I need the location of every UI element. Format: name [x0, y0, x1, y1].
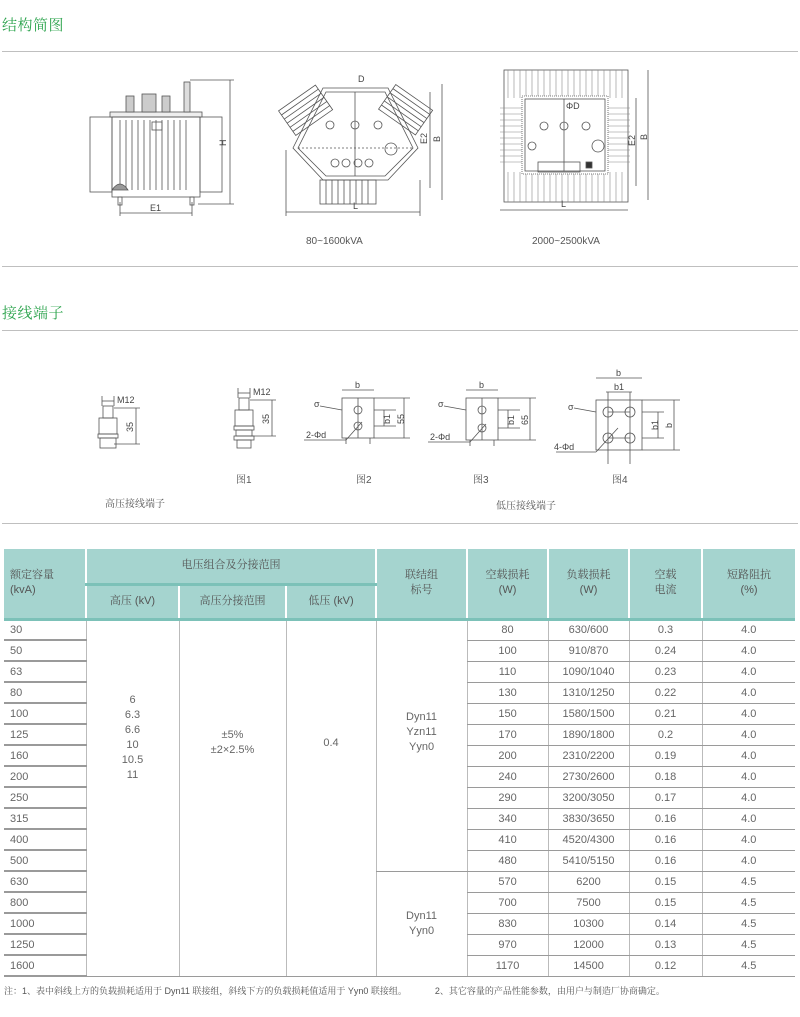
hv-value: 6.6 [124, 724, 141, 736]
cell-capacity: 630 [4, 871, 86, 892]
cell-no-load-current: 0.2 [629, 724, 702, 745]
cell-no-load-loss: 130 [467, 682, 548, 703]
cell-capacity: 63 [4, 661, 86, 682]
header-rated-capacity [4, 549, 86, 619]
header-text: 空载损耗 [485, 569, 530, 582]
section-title-structure: 结构简图 [2, 16, 65, 34]
label-sigma: σ [314, 399, 320, 409]
terminal-fig1-diagram [228, 384, 288, 474]
cell-vector-group [376, 619, 467, 871]
dim-label-b-side: b [664, 422, 674, 428]
header-text: 短路阻抗 [727, 569, 772, 582]
cell-hv-voltages [86, 619, 179, 976]
header-hv: 高压 (kV) [86, 584, 179, 619]
label-holes: 4-Φd [554, 442, 575, 452]
header-text: 标号 [410, 584, 433, 597]
header-text: 额定容量 [10, 569, 54, 582]
cell-load-loss: 2730/2600 [548, 766, 629, 787]
dim-label-l: L [353, 201, 359, 211]
cell-no-load-loss: 570 [467, 871, 548, 892]
header-text: 电流 [654, 584, 677, 597]
cell-no-load-loss: 830 [467, 913, 548, 934]
cell-impedance: 4.0 [702, 703, 795, 724]
header-text: 负载损耗 [566, 569, 611, 582]
hv-tap-value: ±2×2.5% [210, 744, 255, 756]
cell-impedance: 4.0 [702, 787, 795, 808]
cell-load-loss: 1090/1040 [548, 661, 629, 682]
cell-no-load-current: 0.16 [629, 850, 702, 871]
header-unit: (%) [740, 584, 758, 597]
cell-load-loss: 5410/5150 [548, 850, 629, 871]
cell-load-loss: 6200 [548, 871, 629, 892]
cell-capacity: 1600 [4, 955, 86, 976]
cell-load-loss: 10300 [548, 913, 629, 934]
cell-no-load-loss: 480 [467, 850, 548, 871]
cell-no-load-current: 0.18 [629, 766, 702, 787]
cell-impedance: 4.0 [702, 661, 795, 682]
header-voltage-group: 电压组合及分接范围 [86, 549, 376, 584]
cell-impedance: 4.0 [702, 766, 795, 787]
cell-capacity: 250 [4, 787, 86, 808]
label-sigma: σ [568, 402, 574, 412]
cell-no-load-current: 0.12 [629, 955, 702, 976]
cell-capacity: 800 [4, 892, 86, 913]
header-unit: (W) [579, 584, 598, 597]
hv-value: 6 [129, 694, 136, 706]
cell-no-load-loss: 240 [467, 766, 548, 787]
caption-80-1600kva: 80~1600kVA [306, 236, 363, 247]
header-no-load-current [629, 549, 702, 619]
dim-label-b1: b1 [614, 382, 625, 392]
cell-capacity: 315 [4, 808, 86, 829]
cell-no-load-loss: 410 [467, 829, 548, 850]
hv-tap-value: ±5% [221, 729, 244, 741]
cell-capacity: 1000 [4, 913, 86, 934]
caption-fig3: 图3 [473, 475, 489, 486]
section-divider [2, 266, 798, 267]
cell-no-load-current: 0.21 [629, 703, 702, 724]
cell-no-load-loss: 970 [467, 934, 548, 955]
vector-group-value: Yyn0 [408, 924, 435, 937]
cell-no-load-current: 0.13 [629, 934, 702, 955]
dim-label-h: H [218, 139, 228, 146]
dim-label-55: 55 [396, 413, 406, 424]
cell-no-load-current: 0.15 [629, 892, 702, 913]
cell-load-loss: 3830/3650 [548, 808, 629, 829]
cell-load-loss: 3200/3050 [548, 787, 629, 808]
cell-capacity: 400 [4, 829, 86, 850]
dim-label-b: b [616, 368, 622, 378]
vector-group-value: Dyn11 [406, 711, 438, 723]
cell-impedance: 4.5 [702, 871, 795, 892]
cell-load-loss: 12000 [548, 934, 629, 955]
cell-lv-voltage: 0.4 [286, 619, 376, 976]
header-lv: 低压 (kV) [286, 584, 376, 619]
cell-no-load-loss: 1170 [467, 955, 548, 976]
section-divider [2, 523, 798, 524]
header-hv-tap: 高压分接范围 [179, 584, 286, 619]
hv-value: 6.3 [124, 709, 141, 721]
label-holes: 2-Φd [306, 430, 327, 440]
cell-no-load-current: 0.19 [629, 745, 702, 766]
cell-load-loss: 1890/1800 [548, 724, 629, 745]
section-title-terminals: 接线端子 [2, 304, 65, 322]
dim-label-b1: b1 [506, 414, 516, 425]
cell-impedance: 4.5 [702, 913, 795, 934]
cell-no-load-current: 0.24 [629, 640, 702, 661]
cell-impedance: 4.0 [702, 640, 795, 661]
dim-label-phid: ΦD [566, 101, 580, 111]
cell-load-loss: 1310/1250 [548, 682, 629, 703]
vector-group-value: Dyn11 [406, 909, 438, 922]
cell-impedance: 4.0 [702, 682, 795, 703]
dim-label-e2: E2 [627, 134, 637, 146]
dim-label-e1: E1 [150, 203, 162, 213]
header-text: 空载 [654, 569, 677, 582]
dim-label-l: L [561, 199, 567, 209]
header-no-load-loss [467, 549, 548, 619]
cell-capacity: 500 [4, 850, 86, 871]
cell-load-loss: 7500 [548, 892, 629, 913]
hv-value: 10.5 [121, 754, 144, 766]
cell-hv-tap-range [179, 619, 286, 976]
cell-no-load-loss: 80 [467, 619, 548, 640]
cell-no-load-current: 0.17 [629, 787, 702, 808]
dim-label-b1: b1 [382, 413, 392, 424]
transformer-top-view-80-1600-diagram [278, 70, 448, 220]
cell-no-load-current: 0.16 [629, 829, 702, 850]
cell-load-loss: 630/600 [548, 619, 629, 640]
caption-lv-terminal: 低压接线端子 [496, 501, 556, 512]
note-2: 2、其它容量的产品性能参数，由用户与制造厂协商确定。 [434, 986, 665, 996]
cell-no-load-loss: 200 [467, 745, 548, 766]
dim-label-35: 35 [125, 421, 135, 432]
label-sigma: σ [438, 399, 444, 409]
cell-no-load-loss: 290 [467, 787, 548, 808]
cell-no-load-current: 0.15 [629, 871, 702, 892]
cell-impedance: 4.0 [702, 619, 795, 640]
table-notes [4, 984, 665, 997]
terminal-fig3-diagram [424, 380, 539, 460]
dim-label-m12: M12 [253, 387, 271, 397]
section-divider [2, 51, 798, 52]
cell-impedance: 4.5 [702, 934, 795, 955]
cell-no-load-loss: 100 [467, 640, 548, 661]
dim-label-65: 65 [520, 414, 530, 425]
cell-load-loss: 14500 [548, 955, 629, 976]
dim-label-b1-side: b1 [650, 419, 660, 430]
table-row [4, 619, 795, 640]
cell-impedance: 4.0 [702, 829, 795, 850]
cell-impedance: 4.0 [702, 745, 795, 766]
header-load-loss [548, 549, 629, 619]
cell-load-loss: 910/870 [548, 640, 629, 661]
transformer-top-view-2000-2500-diagram [498, 68, 658, 218]
section-divider [2, 330, 798, 331]
dim-label-b: b [479, 380, 485, 390]
cell-no-load-loss: 170 [467, 724, 548, 745]
header-vector-group [376, 549, 467, 619]
cell-no-load-current: 0.14 [629, 913, 702, 934]
cell-no-load-loss: 150 [467, 703, 548, 724]
cell-capacity: 100 [4, 703, 86, 724]
caption-fig2: 图2 [356, 475, 372, 486]
caption-hv-terminal: 高压接线端子 [105, 499, 165, 510]
spec-table [4, 549, 795, 977]
cell-capacity: 50 [4, 640, 86, 661]
cell-capacity: 80 [4, 682, 86, 703]
cell-impedance: 4.0 [702, 808, 795, 829]
header-unit: (W) [498, 584, 517, 597]
cell-vector-group [376, 871, 467, 976]
cell-impedance: 4.5 [702, 892, 795, 913]
cell-capacity: 1250 [4, 934, 86, 955]
caption-2000-2500kva: 2000~2500kVA [532, 236, 600, 247]
cell-no-load-current: 0.3 [629, 619, 702, 640]
note-1: 注：1、表中斜线上方的负载损耗适用于 Dyn11 联接组，斜线下方的负载损耗值适用于 Yyn0 联接组。 [4, 986, 407, 996]
transformer-side-view-diagram [88, 72, 248, 222]
header-unit: (kvA) [10, 584, 36, 597]
dim-label-b: b [355, 380, 361, 390]
vector-group-value: Yzn11 [406, 726, 437, 738]
cell-no-load-loss: 700 [467, 892, 548, 913]
cell-load-loss: 2310/2200 [548, 745, 629, 766]
caption-fig4: 图4 [612, 475, 628, 486]
hv-value: 11 [126, 769, 139, 781]
cell-no-load-current: 0.16 [629, 808, 702, 829]
dim-label-e2: E2 [419, 132, 429, 144]
cell-load-loss: 4520/4300 [548, 829, 629, 850]
label-holes: 2-Φd [430, 432, 451, 442]
dim-label-b: B [432, 135, 442, 142]
vector-group-value: Yyn0 [408, 741, 435, 753]
hv-value: 10 [126, 739, 139, 751]
cell-impedance: 4.0 [702, 850, 795, 871]
terminal-fig4-diagram [552, 368, 682, 468]
cell-no-load-current: 0.22 [629, 682, 702, 703]
header-text: 联结组 [405, 569, 439, 582]
cell-capacity: 160 [4, 745, 86, 766]
terminal-fig2-diagram [300, 380, 410, 460]
caption-fig1: 图1 [236, 475, 252, 486]
cell-impedance: 4.5 [702, 955, 795, 976]
cell-capacity: 30 [4, 619, 86, 640]
cell-capacity: 200 [4, 766, 86, 787]
hv-terminal-diagram [92, 392, 152, 472]
header-impedance [702, 549, 795, 619]
cell-no-load-loss: 340 [467, 808, 548, 829]
cell-no-load-loss: 110 [467, 661, 548, 682]
dim-label-m12: M12 [117, 395, 135, 405]
cell-capacity: 125 [4, 724, 86, 745]
cell-no-load-current: 0.23 [629, 661, 702, 682]
cell-impedance: 4.0 [702, 724, 795, 745]
cell-load-loss: 1580/1500 [548, 703, 629, 724]
dim-label-35: 35 [261, 413, 271, 424]
dim-label-b: B [639, 133, 649, 140]
dim-label-d: D [358, 74, 365, 84]
